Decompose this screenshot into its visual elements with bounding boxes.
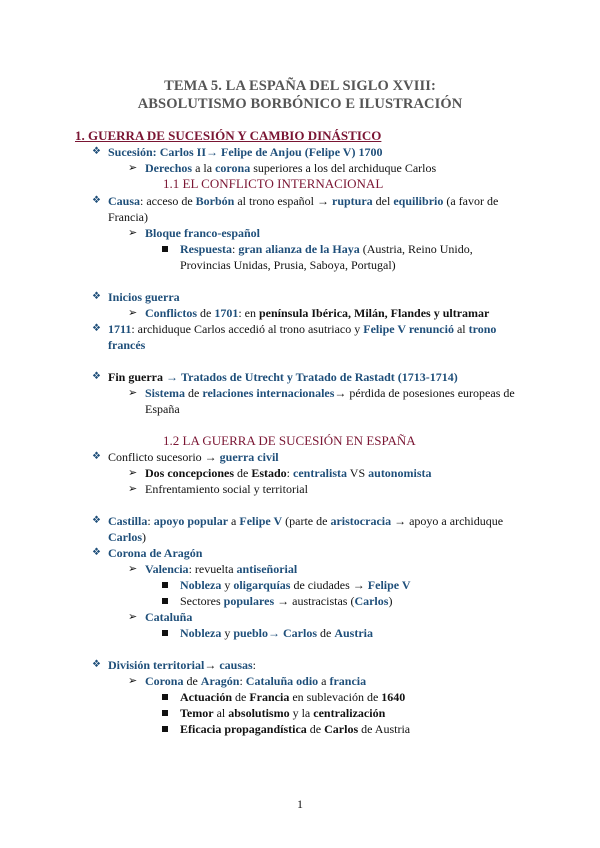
division-line: División territorial→ causas: (108, 658, 256, 672)
eficacia-line: Eficacia propagandística de Carlos de Austria (180, 722, 411, 736)
diamond-bullet-icon: ❖ (92, 146, 101, 157)
arrow-bullet-icon: ➢ (128, 483, 138, 495)
bloque-line: Bloque franco-español (145, 226, 261, 240)
dos-concepciones-line: Dos concepciones de Estado: centralista VS autonomista (145, 466, 432, 480)
arrow-bullet-icon: ➢ (128, 611, 138, 623)
actuacion-line: Actuación de Francia en sublevación de 1640 (180, 690, 406, 704)
section-1-heading: 1. GUERRA DE SUCESIÓN Y CAMBIO DINÁSTICO (75, 128, 382, 143)
square-bullet-icon (162, 630, 168, 636)
square-bullet-icon (162, 726, 168, 732)
page-number: 1 (297, 797, 303, 811)
causa-line-cont: Francia) (108, 210, 148, 224)
diamond-bullet-icon: ❖ (92, 291, 101, 302)
corona-aragon-causa-line: Corona de Aragón: Cataluña odio a francia (145, 674, 367, 688)
temor-line: Temor al absolutismo y la centralización (180, 706, 386, 720)
diamond-bullet-icon: ❖ (92, 451, 101, 462)
conflictos-line: Conflictos de 1701: en península Ibérica, Milán, Flandes y ultramar (145, 306, 490, 320)
diamond-bullet-icon: ❖ (92, 659, 101, 670)
square-bullet-icon (162, 582, 168, 588)
subsection-1-2-heading: 1.2 LA GUERRA DE SUCESIÓN EN ESPAÑA (163, 433, 416, 448)
diamond-bullet-icon: ❖ (92, 547, 101, 558)
y1711-line-cont: francés (108, 338, 146, 352)
castilla-line-cont: Carlos) (108, 530, 146, 544)
castilla-line: Castilla: apoyo popular a Felipe V (parte de aristocracia → apoyo a archiduque (108, 514, 504, 528)
arrow-bullet-icon: ➢ (128, 563, 138, 575)
arrow-bullet-icon: ➢ (128, 227, 138, 239)
diamond-bullet-icon: ❖ (92, 515, 101, 526)
corona-aragon-line: Corona de Aragón (108, 546, 203, 560)
square-bullet-icon (162, 694, 168, 700)
nobleza-pueblo-line: Nobleza y pueblo→ Carlos de Austria (180, 626, 374, 640)
page-title-line-2: ABSOLUTISMO BORBÓNICO E ILUSTRACIÓN (137, 96, 463, 112)
subsection-1-1-heading: 1.1 EL CONFLICTO INTERNACIONAL (163, 176, 384, 191)
sectores-line: Sectores populares → austracistas (Carlos) (180, 594, 393, 608)
square-bullet-icon (162, 246, 168, 252)
diamond-bullet-icon: ❖ (92, 195, 101, 206)
y1711-line: 1711: archiduque Carlos accedió al trono asutriaco y Felipe V renunció al trono (108, 322, 497, 336)
fin-guerra-line: Fin guerra → Tratados de Utrecht y Tratado de Rastadt (1713-1714) (108, 370, 458, 384)
diamond-bullet-icon: ❖ (92, 371, 101, 382)
arrow-bullet-icon: ➢ (128, 387, 138, 399)
cataluna-line: Cataluña (145, 610, 193, 624)
sistema-line: Sistema de relaciones internacionales→ pérdida de posesiones europeas de (145, 386, 515, 400)
sistema-line-cont: España (145, 402, 180, 416)
sucesion-line: Sucesión: Carlos II→ Felipe de Anjou (Felipe V) 1700 (108, 145, 383, 159)
valencia-line: Valencia: revuelta antiseñorial (145, 562, 298, 576)
nobleza-line: Nobleza y oligarquías de ciudades → Felipe V (180, 578, 411, 592)
enfrentamiento-line: Enfrentamiento social y territorial (145, 482, 308, 496)
inicios-line: Inicios guerra (108, 290, 180, 304)
square-bullet-icon (162, 710, 168, 716)
arrow-bullet-icon: ➢ (128, 162, 138, 174)
derechos-line: Derechos a la corona superiores a los del archiduque Carlos (145, 161, 437, 175)
conflicto-line: Conflicto sucesorio → guerra civil (108, 450, 279, 464)
arrow-bullet-icon: ➢ (128, 675, 138, 687)
square-bullet-icon (162, 598, 168, 604)
diamond-bullet-icon: ❖ (92, 323, 101, 334)
respuesta-line-cont: Provincias Unidas, Prusia, Saboya, Portugal) (180, 258, 396, 272)
respuesta-line: Respuesta: gran alianza de la Haya (Austria, Reino Unido, (180, 242, 473, 256)
arrow-bullet-icon: ➢ (128, 307, 138, 319)
causa-line: Causa: acceso de Borbón al trono español → ruptura del equilibrio (a favor de (108, 194, 499, 208)
page-title-line-1: TEMA 5. LA ESPAÑA DEL SIGLO XVIII: (164, 78, 436, 94)
arrow-bullet-icon: ➢ (128, 467, 138, 479)
